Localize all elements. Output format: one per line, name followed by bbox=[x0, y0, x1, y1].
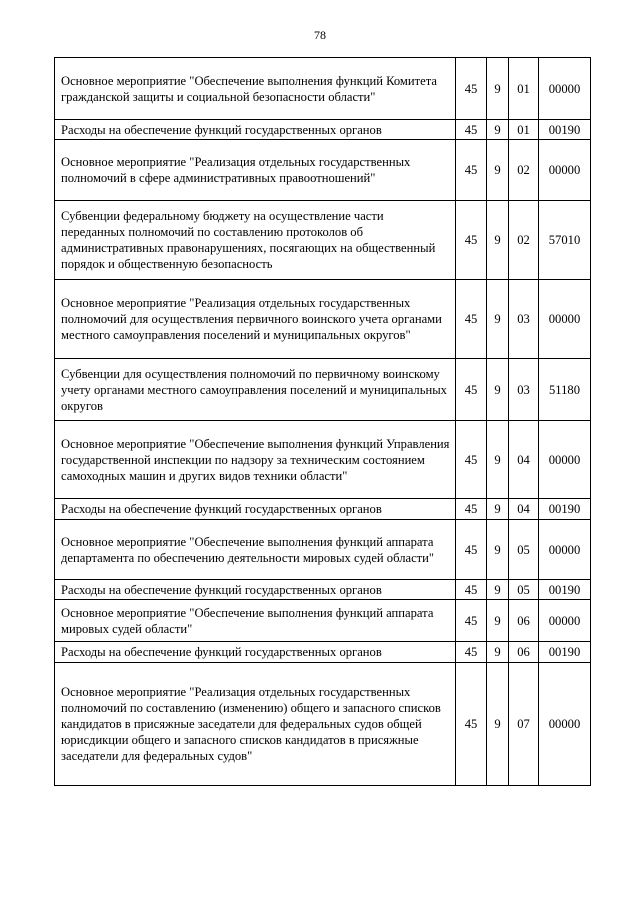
subprogram-code: 07 bbox=[509, 663, 539, 786]
budget-classification-table bbox=[54, 57, 591, 786]
direction-code: 51180 bbox=[539, 359, 591, 421]
direction-code: 00000 bbox=[539, 140, 591, 201]
table-row bbox=[55, 600, 591, 642]
ministry-code: 45 bbox=[456, 58, 487, 120]
direction-code: 00190 bbox=[539, 580, 591, 600]
direction-code: 00000 bbox=[539, 421, 591, 499]
row-description: Основное мероприятие "Реализация отдельных государственных полномочий для осуществления первичного воинского учета органами местного самоуправления поселений и муниципальных округов" bbox=[55, 280, 456, 359]
ministry-code: 45 bbox=[456, 359, 487, 421]
subprogram-code: 03 bbox=[509, 280, 539, 359]
ministry-code: 45 bbox=[456, 140, 487, 201]
subprogram-code: 05 bbox=[509, 520, 539, 580]
table-row bbox=[55, 520, 591, 580]
program-code: 9 bbox=[487, 359, 509, 421]
ministry-code: 45 bbox=[456, 499, 487, 520]
table-row bbox=[55, 642, 591, 663]
table-row bbox=[55, 120, 591, 140]
table-row bbox=[55, 140, 591, 201]
row-description: Основное мероприятие "Обеспечение выполнения функций Управления государственной инспекции по надзору за техническим состоянием самоходных машин и других видов техники области" bbox=[55, 421, 456, 499]
direction-code: 00190 bbox=[539, 642, 591, 663]
page-number: 78 bbox=[314, 28, 326, 42]
table-row bbox=[55, 421, 591, 499]
ministry-code: 45 bbox=[456, 663, 487, 786]
subprogram-code: 04 bbox=[509, 421, 539, 499]
subprogram-code: 01 bbox=[509, 120, 539, 140]
table-row bbox=[55, 58, 591, 120]
direction-code: 00000 bbox=[539, 520, 591, 580]
program-code: 9 bbox=[487, 140, 509, 201]
program-code: 9 bbox=[487, 201, 509, 280]
program-code: 9 bbox=[487, 58, 509, 120]
row-description: Субвенции для осуществления полномочий по первичному воинскому учету органами местного самоуправления поселений и муниципальных округов bbox=[55, 359, 456, 421]
direction-code: 00000 bbox=[539, 280, 591, 359]
program-code: 9 bbox=[487, 421, 509, 499]
row-description: Основное мероприятие "Обеспечение выполнения функций аппарата департамента по обеспечению деятельности мировых судей области" bbox=[55, 520, 456, 580]
subprogram-code: 01 bbox=[509, 58, 539, 120]
row-description: Расходы на обеспечение функций государственных органов bbox=[55, 499, 456, 520]
ministry-code: 45 bbox=[456, 580, 487, 600]
ministry-code: 45 bbox=[456, 642, 487, 663]
program-code: 9 bbox=[487, 600, 509, 642]
table-row bbox=[55, 499, 591, 520]
program-code: 9 bbox=[487, 520, 509, 580]
direction-code: 00000 bbox=[539, 663, 591, 786]
ministry-code: 45 bbox=[456, 520, 487, 580]
ministry-code: 45 bbox=[456, 201, 487, 280]
program-code: 9 bbox=[487, 280, 509, 359]
row-description: Основное мероприятие "Обеспечение выполнения функций аппарата мировых судей области" bbox=[55, 600, 456, 642]
program-code: 9 bbox=[487, 642, 509, 663]
row-description: Основное мероприятие "Реализация отдельных государственных полномочий по составлению (изменению) общего и запасного списков кандидатов в присяжные заседатели для федеральных судов общей юрисдикции общего и запасного списков кандидатов в присяжные заседатели для федеральных судов" bbox=[55, 663, 456, 786]
table-row bbox=[55, 580, 591, 600]
row-description: Расходы на обеспечение функций государственных органов bbox=[55, 580, 456, 600]
subprogram-code: 03 bbox=[509, 359, 539, 421]
ministry-code: 45 bbox=[456, 600, 487, 642]
row-description: Расходы на обеспечение функций государственных органов bbox=[55, 120, 456, 140]
direction-code: 00190 bbox=[539, 499, 591, 520]
subprogram-code: 06 bbox=[509, 642, 539, 663]
row-description: Основное мероприятие "Реализация отдельных государственных полномочий в сфере административных правоотношений" bbox=[55, 140, 456, 201]
ministry-code: 45 bbox=[456, 120, 487, 140]
direction-code: 00190 bbox=[539, 120, 591, 140]
row-description: Субвенции федеральному бюджету на осуществление части переданных полномочий по составлению протоколов об административных правонарушениях, посягающих на общественный порядок и общественную безопасность bbox=[55, 201, 456, 280]
subprogram-code: 02 bbox=[509, 201, 539, 280]
table-row bbox=[55, 201, 591, 280]
direction-code: 00000 bbox=[539, 600, 591, 642]
program-code: 9 bbox=[487, 663, 509, 786]
row-description: Основное мероприятие "Обеспечение выполнения функций Комитета гражданской защиты и социальной безопасности области" bbox=[55, 58, 456, 120]
program-code: 9 bbox=[487, 120, 509, 140]
table-row bbox=[55, 359, 591, 421]
subprogram-code: 05 bbox=[509, 580, 539, 600]
subprogram-code: 06 bbox=[509, 600, 539, 642]
program-code: 9 bbox=[487, 499, 509, 520]
subprogram-code: 02 bbox=[509, 140, 539, 201]
table-row bbox=[55, 280, 591, 359]
subprogram-code: 04 bbox=[509, 499, 539, 520]
direction-code: 00000 bbox=[539, 58, 591, 120]
row-description: Расходы на обеспечение функций государственных органов bbox=[55, 642, 456, 663]
program-code: 9 bbox=[487, 580, 509, 600]
ministry-code: 45 bbox=[456, 421, 487, 499]
table-row bbox=[55, 663, 591, 786]
ministry-code: 45 bbox=[456, 280, 487, 359]
direction-code: 57010 bbox=[539, 201, 591, 280]
